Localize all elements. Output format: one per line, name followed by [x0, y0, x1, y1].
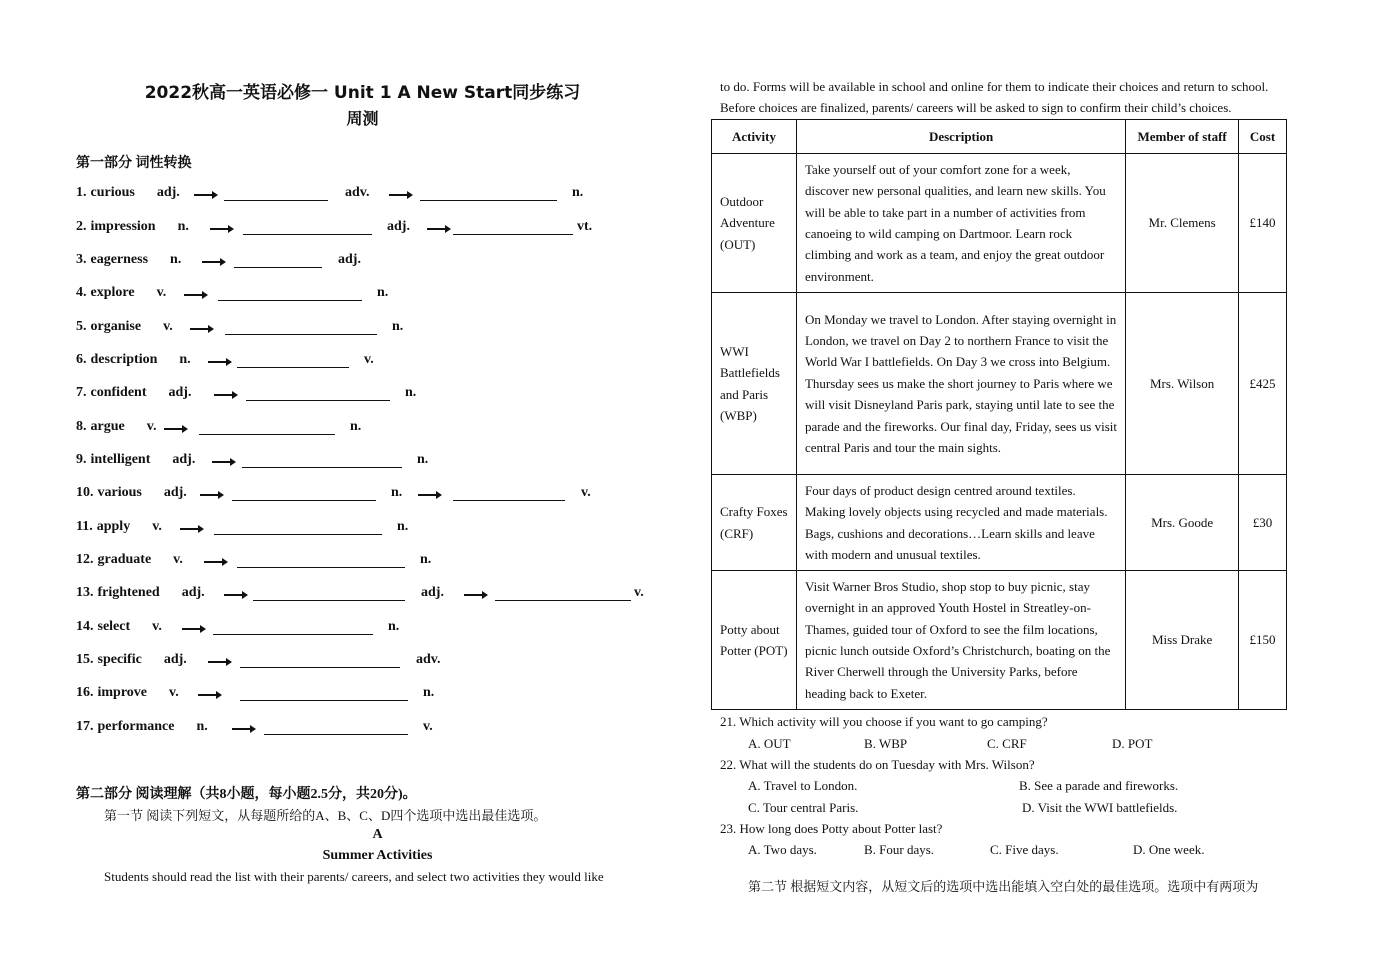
question-23: 23. How long does Potty about Potter last? — [720, 821, 943, 836]
description-cell: Visit Warner Bros Studio, shop stop to buy picnic, stay overnight in an approved Youth Hostel in Streatley-on-Thames, guided tour of Oxford to see the film locations, picnic lunch outside Oxford’s Christchurch, boating on the River Cherwell through the University Parks, before heading back to Exeter. — [796, 571, 1125, 710]
item-number: 9. — [76, 452, 87, 467]
arrow-icon — [208, 361, 228, 363]
answer-blank — [243, 234, 372, 235]
target-pos: n. — [397, 519, 409, 534]
arrow-icon — [190, 328, 210, 330]
item-number: 10. — [76, 485, 94, 500]
answer-blank — [237, 567, 405, 568]
word-item-label — [76, 485, 187, 501]
target-pos: v. — [634, 585, 644, 600]
item-number: 6. — [76, 352, 87, 367]
page-title: 2022秋高一英语必修一 Unit 1 A New Start同步练习 — [144, 83, 581, 103]
item-word: impression — [90, 219, 156, 234]
item-word: intelligent — [90, 452, 151, 467]
arrow-icon — [208, 661, 228, 663]
target-pos: vt. — [577, 219, 593, 234]
q22-option-a: A. Travel to London. — [748, 778, 858, 793]
answer-blank — [420, 200, 557, 201]
activity-cell: Crafty Foxes (CRF) — [712, 475, 797, 571]
item-number: 14. — [76, 619, 94, 634]
word-item-label — [76, 185, 180, 201]
item-pos: v. — [152, 519, 162, 534]
item-number: 17. — [76, 719, 94, 734]
item-pos: n. — [177, 219, 189, 234]
arrow-icon — [212, 461, 232, 463]
answer-blank — [232, 500, 376, 501]
header-cost: Cost — [1239, 120, 1287, 154]
item-word: various — [97, 485, 142, 500]
target-pos: n. — [417, 452, 429, 467]
word-item-label — [76, 219, 189, 235]
target-pos: n. — [423, 685, 435, 700]
item-number: 12. — [76, 552, 94, 567]
target-pos: n. — [377, 285, 389, 300]
arrow-icon — [184, 294, 204, 296]
answer-blank — [242, 467, 402, 468]
answer-blank — [240, 700, 408, 701]
answer-blank — [253, 600, 405, 601]
target-pos: adv. — [345, 185, 370, 200]
part2-heading: 第二部分 阅读理解（共8小题，每小题2.5分，共20分)。 — [76, 787, 417, 802]
item-pos: adj. — [181, 585, 205, 600]
staff-cell: Miss Drake — [1126, 571, 1239, 710]
arrow-icon — [418, 494, 438, 496]
target-pos: adv. — [416, 652, 441, 667]
table-row — [712, 154, 1287, 293]
arrow-icon — [389, 194, 409, 196]
question-21: 21. Which activity will you choose if you want to go camping? — [720, 714, 1048, 729]
item-number: 11. — [76, 519, 93, 534]
answer-blank — [218, 300, 362, 301]
activities-table — [711, 119, 1287, 710]
item-pos: v. — [156, 285, 167, 300]
word-item-label — [76, 719, 208, 735]
item-pos: n. — [170, 252, 182, 267]
activity-cell: Outdoor Adventure (OUT) — [712, 154, 797, 293]
passage-intro-line3: Before choices are finalized, parents/ careers will be asked to sign to confirm their child’s choices. — [720, 100, 1232, 115]
q21-option-d: D. POT — [1112, 736, 1153, 751]
cost-cell: £150 — [1239, 571, 1287, 710]
arrow-icon — [198, 694, 218, 696]
answer-blank — [240, 667, 400, 668]
item-number: 2. — [76, 219, 87, 234]
item-pos: n. — [179, 352, 191, 367]
activity-cell: WWI Battlefields and Paris (WBP) — [712, 293, 797, 475]
word-item-label — [76, 519, 162, 535]
item-pos: adj. — [163, 652, 187, 667]
target-pos: adj. — [421, 585, 444, 600]
item-pos: adj. — [172, 452, 196, 467]
q23-option-c: C. Five days. — [990, 842, 1059, 857]
q21-option-b: B. WBP — [864, 736, 908, 751]
arrow-icon — [204, 561, 224, 563]
q23-option-d: D. One week. — [1133, 842, 1205, 857]
item-word: explore — [90, 285, 135, 300]
item-word: select — [97, 619, 131, 634]
target-pos: adj. — [387, 219, 410, 234]
staff-cell: Mrs. Wilson — [1126, 293, 1239, 475]
page-subtitle: 周测 — [346, 109, 379, 128]
activity-cell: Potty about Potter (POT) — [712, 571, 797, 710]
item-word: argue — [90, 419, 125, 434]
arrow-icon — [232, 728, 252, 730]
target-pos: n. — [392, 319, 404, 334]
q23-option-a: A. Two days. — [748, 842, 817, 857]
word-item-label — [76, 252, 181, 268]
arrow-icon — [164, 428, 184, 430]
item-word: frightened — [97, 585, 160, 600]
table-row — [712, 475, 1287, 571]
cost-cell: £140 — [1239, 154, 1287, 293]
word-item-label — [76, 585, 205, 601]
item-word: specific — [97, 652, 142, 667]
item-word: performance — [97, 719, 175, 734]
q22-option-b: B. See a parade and fireworks. — [1019, 778, 1179, 793]
arrow-icon — [202, 261, 222, 263]
arrow-icon — [464, 594, 484, 596]
arrow-icon — [182, 628, 202, 630]
target-pos: n. — [350, 419, 362, 434]
item-number: 5. — [76, 319, 87, 334]
table-row — [712, 571, 1287, 710]
item-pos: v. — [163, 319, 173, 334]
item-word: eagerness — [90, 252, 149, 267]
item-pos: n. — [196, 719, 208, 734]
item-pos: v. — [169, 685, 179, 700]
answer-blank — [225, 334, 377, 335]
target-pos: adj. — [338, 252, 361, 267]
target-pos: n. — [572, 185, 584, 200]
passage-title: Summer Activities — [322, 848, 433, 863]
arrow-icon — [427, 228, 447, 230]
cost-cell: £30 — [1239, 475, 1287, 571]
answer-blank — [224, 200, 328, 201]
word-item-label — [76, 452, 195, 468]
item-number: 7. — [76, 385, 87, 400]
word-item-label — [76, 352, 191, 368]
header-description: Description — [796, 120, 1125, 154]
item-word: apply — [96, 519, 131, 534]
target-pos: n. — [420, 552, 432, 567]
passage-intro-line1: Students should read the list with their parents/ careers, and select two activities they would like — [104, 869, 604, 884]
section2-instruction: 第二节 根据短文内容，从短文后的选项中选出能填入空白处的最佳选项。选项中有两项为 — [748, 879, 1259, 894]
item-pos: adj. — [168, 385, 192, 400]
arrow-icon — [224, 594, 244, 596]
part1-heading: 第一部分 词性转换 — [76, 156, 192, 171]
arrow-icon — [214, 394, 234, 396]
word-item-label — [76, 285, 166, 301]
q23-option-b: B. Four days. — [864, 842, 935, 857]
item-number: 16. — [76, 685, 94, 700]
item-number: 13. — [76, 585, 94, 600]
answer-blank — [264, 734, 408, 735]
item-number: 1. — [76, 185, 87, 200]
item-word: graduate — [97, 552, 152, 567]
word-item-label — [76, 419, 156, 435]
answer-blank — [199, 434, 335, 435]
item-pos: v. — [173, 552, 183, 567]
table-row — [712, 293, 1287, 475]
header-staff: Member of staff — [1126, 120, 1239, 154]
target-pos: v. — [423, 719, 433, 734]
target-pos: v. — [581, 485, 591, 500]
answer-blank — [214, 534, 382, 535]
item-pos: adj. — [163, 485, 187, 500]
word-item-label — [76, 552, 183, 568]
arrow-icon — [180, 528, 200, 530]
item-number: 8. — [76, 419, 87, 434]
description-cell: Take yourself out of your comfort zone for a week, discover new personal qualities, and learn new skills. You will be able to take part in a number of activities from canoeing to wild camping on Dartmoor. Learn rock climbing and work as a team, and enjoy the great outdoor environment. — [796, 154, 1125, 293]
word-item-label — [76, 619, 162, 635]
item-word: curious — [90, 185, 135, 200]
target-pos: n. — [391, 485, 403, 500]
q22-option-d: D. Visit the WWI battlefields. — [1022, 800, 1178, 815]
question-22: 22. What will the students do on Tuesday with Mrs. Wilson? — [720, 757, 1035, 772]
word-item-label — [76, 685, 179, 701]
answer-blank — [237, 367, 349, 368]
item-number: 3. — [76, 252, 87, 267]
cost-cell: £425 — [1239, 293, 1287, 475]
target-pos: v. — [364, 352, 374, 367]
header-activity: Activity — [712, 120, 797, 154]
item-pos: adj. — [156, 185, 180, 200]
q21-option-c: C. CRF — [987, 736, 1027, 751]
description-cell: On Monday we travel to London. After staying overnight in London, we travel on Day 2 to northern France to visit the World War I battlefields. On Day 3 we cross into Belgium. Thursday sees us make the short journey to Paris where we will visit Disneyland Paris park, staying until late to see the parade and the fireworks. Our final day, Friday, sees us visit central Paris and tour the main sights. — [796, 293, 1125, 475]
item-number: 15. — [76, 652, 94, 667]
q21-option-a: A. OUT — [748, 736, 791, 751]
item-word: confident — [90, 385, 147, 400]
section1-instruction: 第一节 阅读下列短文，从每题所给的A、B、C、D四个选项中选出最佳选项。 — [104, 808, 547, 823]
item-number: 4. — [76, 285, 87, 300]
staff-cell: Mr. Clemens — [1126, 154, 1239, 293]
q22-option-c: C. Tour central Paris. — [748, 800, 859, 815]
item-pos: v. — [152, 619, 162, 634]
item-word: organise — [90, 319, 142, 334]
arrow-icon — [200, 494, 220, 496]
arrow-icon — [210, 228, 230, 230]
item-word: description — [90, 352, 158, 367]
staff-cell: Mrs. Goode — [1126, 475, 1239, 571]
table-header-row — [712, 120, 1287, 154]
answer-blank — [234, 267, 322, 268]
answer-blank — [213, 634, 373, 635]
answer-blank — [453, 500, 565, 501]
answer-blank — [246, 400, 390, 401]
description-cell: Four days of product design centred around textiles. Making lovely objects using recycled and made materials. Bags, cushions and decorations…Learn skills and leave with modern and unusual textiles. — [796, 475, 1125, 571]
item-pos: v. — [146, 419, 157, 434]
word-item-label — [76, 385, 191, 401]
word-item-label — [76, 319, 173, 335]
answer-blank — [453, 234, 573, 235]
item-word: improve — [97, 685, 148, 700]
target-pos: n. — [388, 619, 400, 634]
word-item-label — [76, 652, 187, 668]
passage-intro-line2: to do. Forms will be available in school and online for them to indicate their choices and return to school. — [720, 79, 1269, 94]
target-pos: n. — [405, 385, 417, 400]
passage-letter: A — [372, 827, 383, 842]
arrow-icon — [194, 194, 214, 196]
answer-blank — [495, 600, 631, 601]
